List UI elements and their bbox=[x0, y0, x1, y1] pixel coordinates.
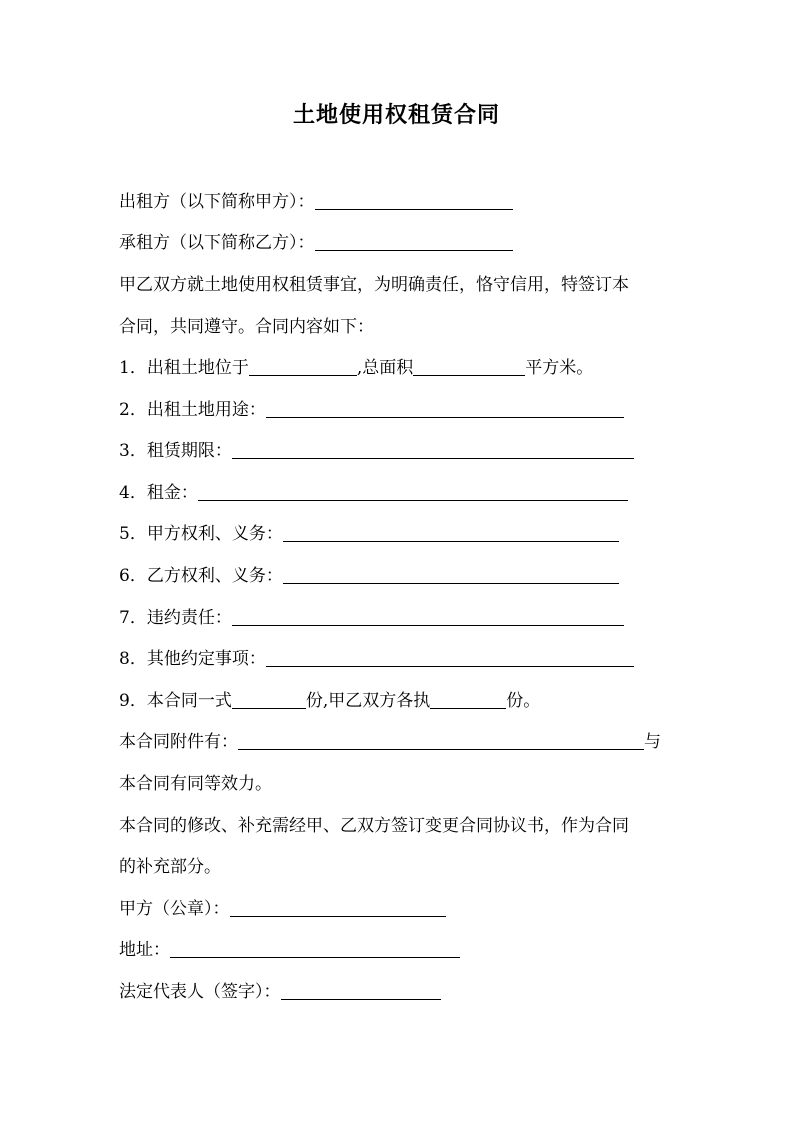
attachment-with: 与 bbox=[644, 732, 661, 752]
item-7-label: 7．违约责任： bbox=[119, 608, 232, 628]
lessor-blank[interactable] bbox=[315, 193, 513, 210]
copies-each-blank[interactable] bbox=[430, 692, 506, 709]
item-2-label: 2．出租土地用途： bbox=[119, 400, 266, 420]
item-1-unit: 平方米。 bbox=[525, 358, 594, 378]
address-line bbox=[119, 938, 460, 962]
item-1-area-label: ,总面积 bbox=[356, 358, 414, 378]
party-a-seal-blank[interactable] bbox=[230, 900, 446, 917]
attachment-line bbox=[119, 730, 661, 754]
item-3-blank[interactable] bbox=[232, 442, 634, 459]
item-1-label: 1．出租土地位于 bbox=[119, 358, 249, 378]
item-5-line bbox=[119, 522, 619, 546]
item-1-line bbox=[119, 356, 593, 380]
lessor-line bbox=[119, 190, 513, 214]
party-a-seal-line bbox=[119, 897, 446, 921]
item-4-blank[interactable] bbox=[198, 484, 628, 501]
legal-rep-label: 法定代表人（签字）： bbox=[119, 982, 281, 1002]
item-6-label: 6．乙方权利、义务： bbox=[119, 566, 283, 586]
attachment-label: 本合同附件有： bbox=[119, 732, 238, 752]
document-title: 土地使用权租赁合同 bbox=[292, 102, 500, 128]
area-blank[interactable] bbox=[413, 359, 525, 376]
copies-total-blank[interactable] bbox=[232, 692, 306, 709]
item-2-blank[interactable] bbox=[266, 401, 624, 418]
amendment-line-2: 的补充部分。 bbox=[119, 857, 221, 877]
legal-rep-line bbox=[119, 980, 441, 1004]
intro-line-2: 合同，共同遵守。合同内容如下： bbox=[119, 317, 374, 337]
attachment-line-2: 本合同有同等效力。 bbox=[119, 774, 272, 794]
item-4-label: 4．租金： bbox=[119, 483, 198, 503]
item-6-blank[interactable] bbox=[283, 567, 619, 584]
lessor-label: 出租方（以下简称甲方）： bbox=[119, 192, 315, 212]
item-5-label: 5．甲方权利、义务： bbox=[119, 524, 283, 544]
legal-rep-blank[interactable] bbox=[281, 983, 441, 1000]
item-5-blank[interactable] bbox=[283, 525, 619, 542]
item-3-label: 3．租赁期限： bbox=[119, 441, 232, 461]
item-8-line bbox=[119, 647, 634, 671]
item-9-line bbox=[119, 689, 540, 713]
item-9-end: 份。 bbox=[506, 691, 541, 711]
party-a-seal-label: 甲方（公章）： bbox=[119, 899, 230, 919]
item-9-label: 9．本合同一式 bbox=[119, 691, 232, 711]
amendment-line-1: 本合同的修改、补充需经甲、乙双方签订变更合同协议书，作为合同 bbox=[119, 816, 629, 836]
item-9-mid: 份,甲乙双方各执 bbox=[305, 691, 431, 711]
address-blank[interactable] bbox=[170, 941, 460, 958]
item-7-line bbox=[119, 606, 624, 630]
item-6-line bbox=[119, 564, 619, 588]
intro-line-1: 甲乙双方就土地使用权租赁事宜，为明确责任，恪守信用，特签订本 bbox=[119, 275, 629, 295]
lessee-line bbox=[119, 231, 513, 255]
lessee-blank[interactable] bbox=[315, 234, 513, 251]
item-8-blank[interactable] bbox=[266, 650, 634, 667]
address-label: 地址： bbox=[119, 940, 170, 960]
item-2-line bbox=[119, 398, 624, 422]
item-4-line bbox=[119, 481, 628, 505]
location-blank[interactable] bbox=[249, 359, 357, 376]
item-3-line bbox=[119, 439, 634, 463]
item-8-label: 8．其他约定事项： bbox=[119, 649, 266, 669]
attachment-blank[interactable] bbox=[238, 733, 644, 750]
lessee-label: 承租方（以下简称乙方）： bbox=[119, 233, 315, 253]
item-7-blank[interactable] bbox=[232, 609, 624, 626]
